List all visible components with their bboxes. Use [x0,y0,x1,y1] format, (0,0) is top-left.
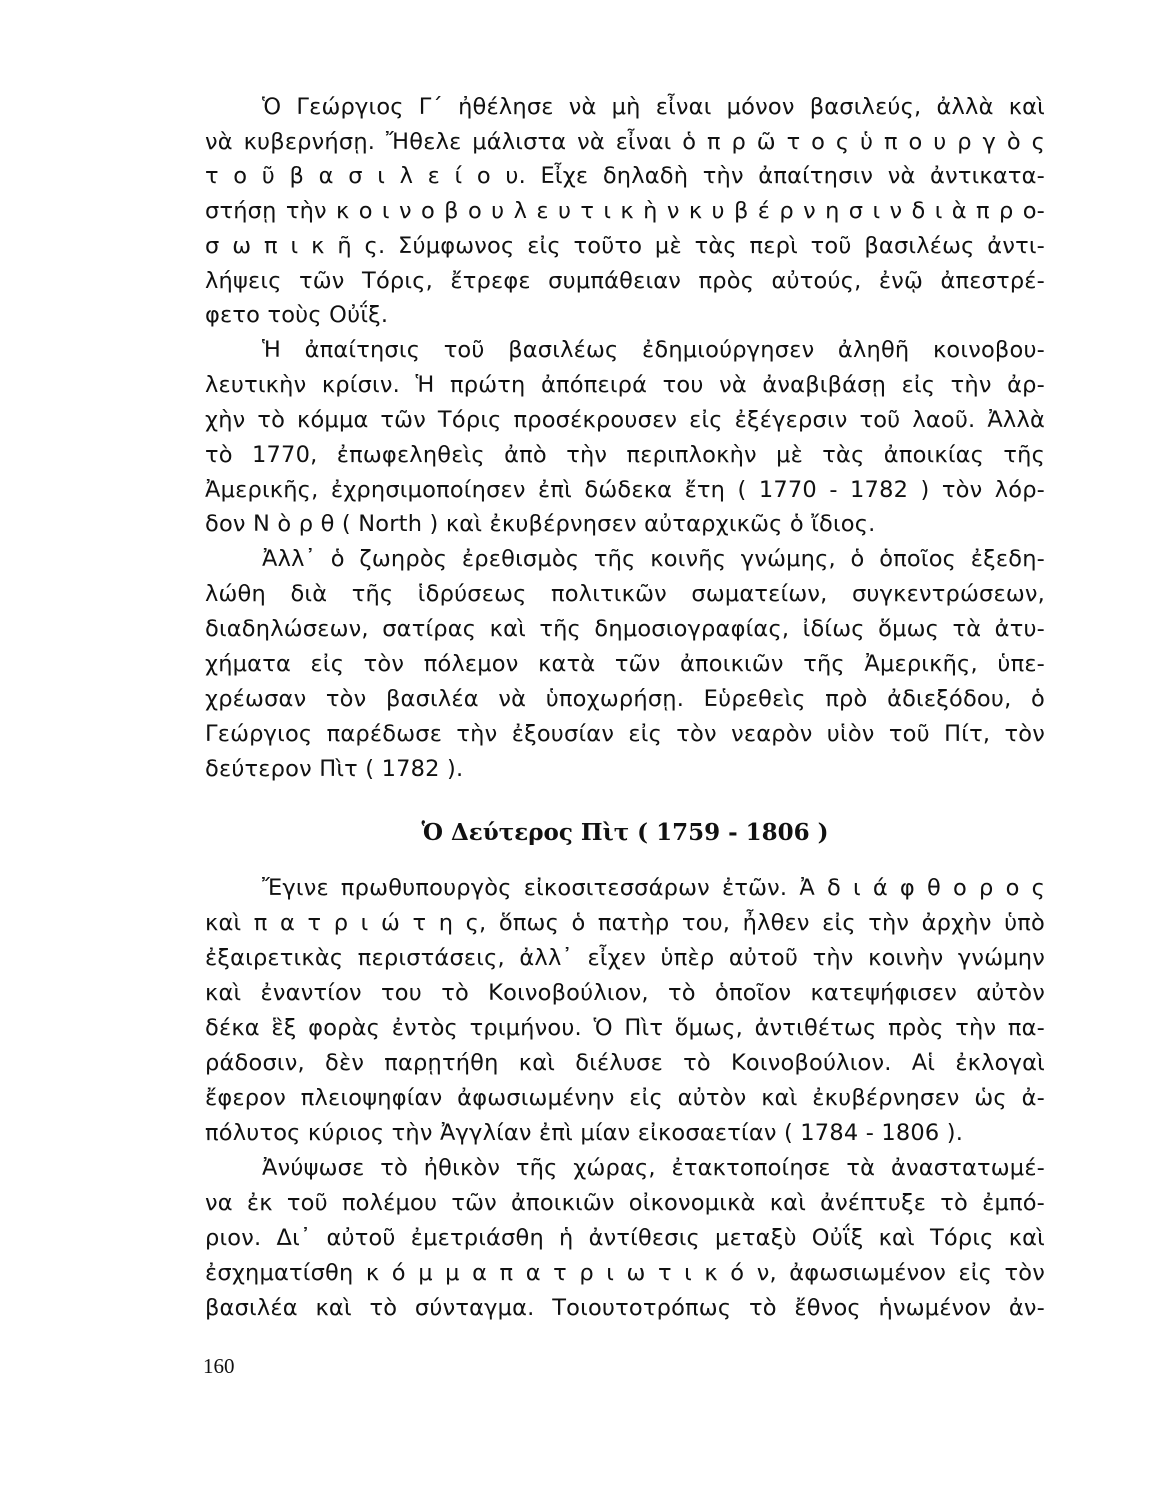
text-line: τὸ 1770, ἐπωφεληθεὶς ἀπὸ τὴν περιπλοκὴν μὲ τὰς ἀποικίας τῆς [205,442,1045,468]
text-line: φετο τοὺς Οὐΐξ. [205,302,389,328]
text-line: διαδηλώσεων, σατίρας καὶ τῆς δημοσιογραφίας, ἰδίως ὅμως τὰ ἀτυ- [205,616,1045,642]
text-line: δεύτερον Πὶτ ( 1782 ). [205,756,464,782]
text-line: βασιλέα καὶ τὸ σύνταγμα. Τοιουτοτρόπως τὸ ἔθνος ἡνωμένον ἀν- [205,1295,1045,1321]
text-line: στήσῃ τὴν κ ο ι ν ο β ο υ λ ε υ τ ι κ ὴ ν κ υ β έ ρ ν η σ ι ν δ ι ὰ π ρ ο- [205,198,1045,224]
text-line: Γεώργιος παρέδωσε τὴν ἐξουσίαν εἰς τὸν νεαρὸν υἱὸν τοῦ Πίτ, τὸν [205,721,1045,747]
text-line: χήματα εἰς τὸν πόλεμον κατὰ τῶν ἀποικιῶν τῆς Ἀμερικῆς, ὑπε- [205,651,1045,677]
text-line: να ἐκ τοῦ πολέμου τῶν ἀποικιῶν οἰκονομικὰ καὶ ἀνέπτυξε τὸ ἐμπό- [205,1190,1045,1216]
text-line: νὰ κυβερνήσῃ. Ἤθελε μάλιστα νὰ εἶναι ὁ π ρ ῶ τ ο ς ὑ π ο υ ρ γ ὸ ς [205,129,1045,155]
text-line: ράδοσιν, δὲν παρῃτήθη καὶ διέλυσε τὸ Κοινοβούλιον. Αἱ ἐκλογαὶ [205,1050,1045,1076]
text-line: λήψεις τῶν Τόρις, ἔτρεφε συμπάθειαν πρὸς αὐτούς, ἐνῷ ἀπεστρέ- [205,268,1045,294]
text-line: σ ω π ι κ ῆ ς. Σύμφωνος εἰς τοῦτο μὲ τὰς περὶ τοῦ βασιλέως ἀντι- [205,233,1045,259]
text-line: δον Ν ὸ ρ θ ( North ) καὶ ἐκυβέρνησεν αὐταρχικῶς ὁ ἴδιος. [205,511,876,537]
text-line: καὶ ἐναντίον του τὸ Κοινοβούλιον, τὸ ὁποῖον κατεψήφισεν αὐτὸν [205,980,1045,1006]
text-line: λευτικὴν κρίσιν. Ἡ πρώτη ἀπόπειρά του νὰ ἀναβιβάσῃ εἰς τὴν ἀρ- [205,372,1045,398]
text-line: ριον. Δι᾽ αὐτοῦ ἐμετριάσθη ἡ ἀντίθεσις μεταξὺ Οὐΐξ καὶ Τόρις καὶ [205,1225,1045,1251]
text-line: λώθη διὰ τῆς ἱδρύσεως πολιτικῶν σωματείων, συγκεντρώσεων, [205,581,1045,607]
text-line: Ἀμερικῆς, ἐχρησιμοποίησεν ἐπὶ δώδεκα ἔτη ( 1770 - 1782 ) τὸν λόρ- [205,477,1045,503]
text-line: χρέωσαν τὸν βασιλέα νὰ ὑποχωρήσῃ. Εὑρεθεὶς πρὸ ἀδιεξόδου, ὁ [205,686,1045,712]
text-line: ἔφερον πλειοψηφίαν ἀφωσιωμένην εἰς αὐτὸν καὶ ἐκυβέρνησεν ὡς ἀ- [205,1085,1045,1111]
text-line: τ ο ῦ β α σ ι λ ε ί ο υ. Εἶχε δηλαδὴ τὴν ἀπαίτησιν νὰ ἀντικατα- [205,163,1045,189]
text-line: χὴν τὸ κόμμα τῶν Τόρις προσέκρουσεν εἰς ἐξέγερσιν τοῦ λαοῦ. Ἀλλὰ [205,407,1045,433]
text-line: Ἔγινε πρωθυπουργὸς εἰκοσιτεσσάρων ἐτῶν. Ἀ δ ι ά φ θ ο ρ ο ς [262,875,1045,901]
text-line: ἐσχηματίσθη κ ό μ μ α π α τ ρ ι ω τ ι κ ό ν, ἀφωσιωμένον εἰς τὸν [205,1260,1045,1286]
text-line: Ἡ ἀπαίτησις τοῦ βασιλέως ἐδημιούργησεν ἀληθῆ κοινοβου- [262,337,1045,363]
page-number: 160 [203,1354,235,1378]
text-line: Ὁ Γεώργιος Γ΄ ἠθέλησε νὰ μὴ εἶναι μόνον βασιλεύς, ἀλλὰ καὶ [262,94,1045,120]
section-heading: Ὁ Δεύτερος Πὶτ ( 1759 - 1806 ) [421,819,829,846]
text-line: Ἀλλ᾽ ὁ ζωηρὸς ἐρεθισμὸς τῆς κοινῆς γνώμης, ὁ ὁποῖος ἐξεδη- [262,546,1045,572]
text-line: δέκα ἓξ φορὰς ἐντὸς τριμήνου. Ὁ Πὶτ ὅμως, ἀντιθέτως πρὸς τὴν πα- [205,1015,1045,1041]
text-line: Ἀνύψωσε τὸ ἠθικὸν τῆς χώρας, ἐτακτοποίησε τὰ ἀναστατωμέ- [262,1155,1045,1181]
text-line: καὶ π α τ ρ ι ώ τ η ς, ὅπως ὁ πατὴρ του, ἦλθεν εἰς τὴν ἀρχὴν ὑπὸ [205,910,1045,936]
text-line: ἐξαιρετικὰς περιστάσεις, ἀλλ᾽ εἶχεν ὑπὲρ αὐτοῦ τὴν κοινὴν γνώμην [205,945,1045,971]
text-line: πόλυτος κύριος τὴν Ἀγγλίαν ἐπὶ μίαν εἰκοσαετίαν ( 1784 - 1806 ). [205,1120,964,1146]
